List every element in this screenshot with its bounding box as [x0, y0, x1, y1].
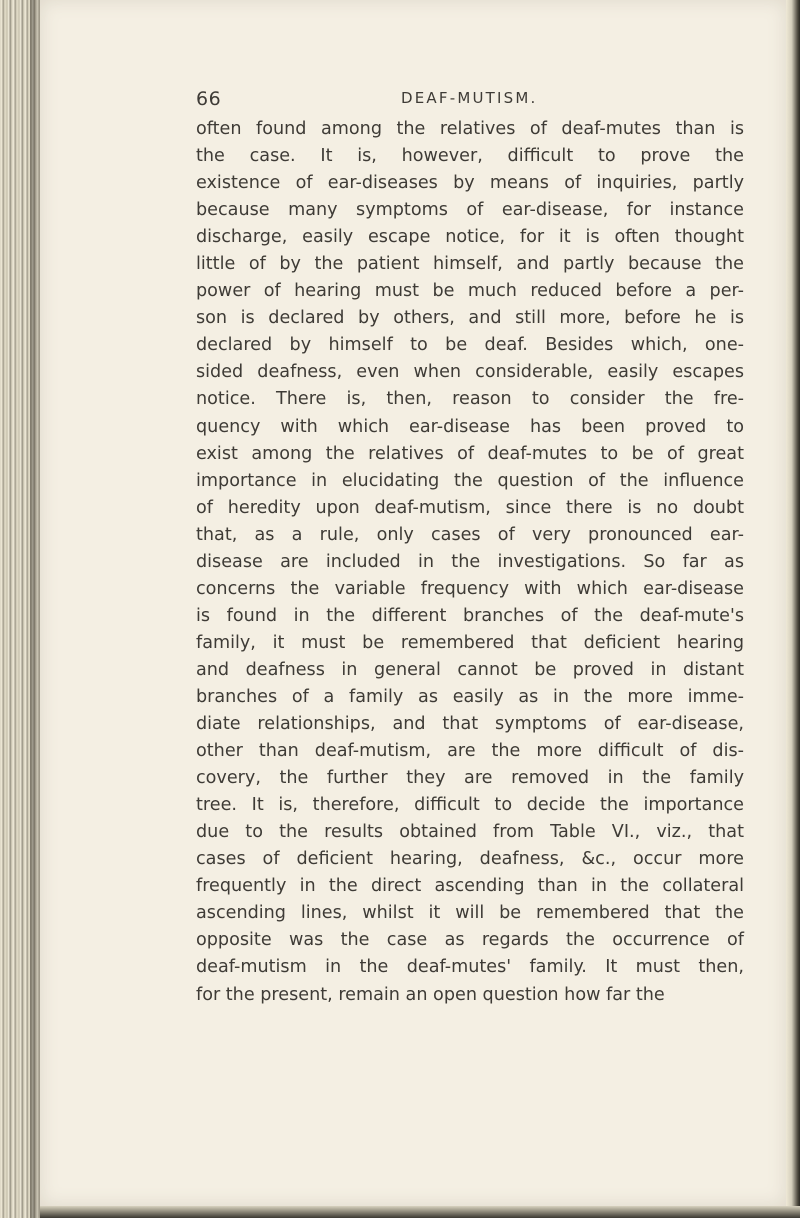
- text-line: quency with which ear-disease has been proved to: [196, 416, 744, 437]
- text-line: due to the results obtained from Table VI., viz., that: [196, 822, 744, 843]
- text-line: tree. It is, therefore, difficult to decide the importance: [196, 795, 744, 816]
- page-number: 66: [196, 88, 222, 110]
- text-line: because many symptoms of ear-disease, for instance: [196, 200, 744, 221]
- text-line: sided deafness, even when considerable, easily escapes: [196, 362, 744, 383]
- text-line: covery, the further they are removed in the family: [196, 768, 744, 789]
- text-line: cases of deficient hearing, deafness, &c., occur more: [196, 849, 744, 870]
- text-line: power of hearing must be much reduced before a per-: [196, 281, 744, 302]
- text-line: opposite was the case as regards the occurrence of: [196, 930, 744, 951]
- text-line: little of by the patient himself, and partly because the: [196, 254, 744, 275]
- text-line: ascending lines, whilst it will be remembered that the: [196, 903, 744, 924]
- text-line: existence of ear-diseases by means of inquiries, partly: [196, 173, 744, 194]
- text-line: frequently in the direct ascending than in the collateral: [196, 876, 744, 897]
- text-line: often found among the relatives of deaf-mutes than is: [196, 119, 744, 139]
- text-line: and deafness in general cannot be proved in distant: [196, 659, 744, 680]
- text-line: importance in elucidating the question of the influence: [196, 470, 744, 491]
- text-line: other than deaf-mutism, are the more difficult of dis-: [196, 741, 744, 762]
- text-line: is found in the different branches of the deaf-mute's: [196, 605, 744, 626]
- text-line: that, as a rule, only cases of very pronounced ear-: [196, 524, 744, 545]
- text-line: diate relationships, and that symptoms of ear-disease,: [196, 714, 744, 735]
- page-bottom-edge: [40, 1206, 800, 1218]
- text-line: declared by himself to be deaf. Besides which, one-: [196, 335, 744, 356]
- text-line: branches of a family as easily as in the more imme-: [196, 686, 744, 707]
- text-line: discharge, easily escape notice, for it is often thought: [196, 227, 744, 248]
- text-line: deaf-mutism in the deaf-mutes' family. It must then,: [196, 957, 744, 978]
- text-line: for the present, remain an open question how far the: [196, 984, 665, 1005]
- text-line: of heredity upon deaf-mutism, since there is no doubt: [196, 497, 744, 518]
- text-line: disease are included in the investigations. So far as: [196, 551, 744, 572]
- text-line: son is declared by others, and still more, before he is: [196, 308, 744, 329]
- text-line: exist among the relatives of deaf-mutes to be of great: [196, 443, 744, 464]
- running-title: DEAF-MUTISM.: [401, 89, 538, 107]
- text-line: notice. There is, then, reason to consider the fre-: [196, 389, 744, 410]
- text-line: the case. It is, however, difficult to prove the: [196, 146, 744, 167]
- page-right-edge: [786, 0, 800, 1218]
- running-header: [196, 88, 756, 116]
- text-line: concerns the variable frequency with which ear-disease: [196, 578, 744, 599]
- body-paragraph: [196, 116, 744, 1009]
- text-line: family, it must be remembered that deficient hearing: [196, 632, 744, 653]
